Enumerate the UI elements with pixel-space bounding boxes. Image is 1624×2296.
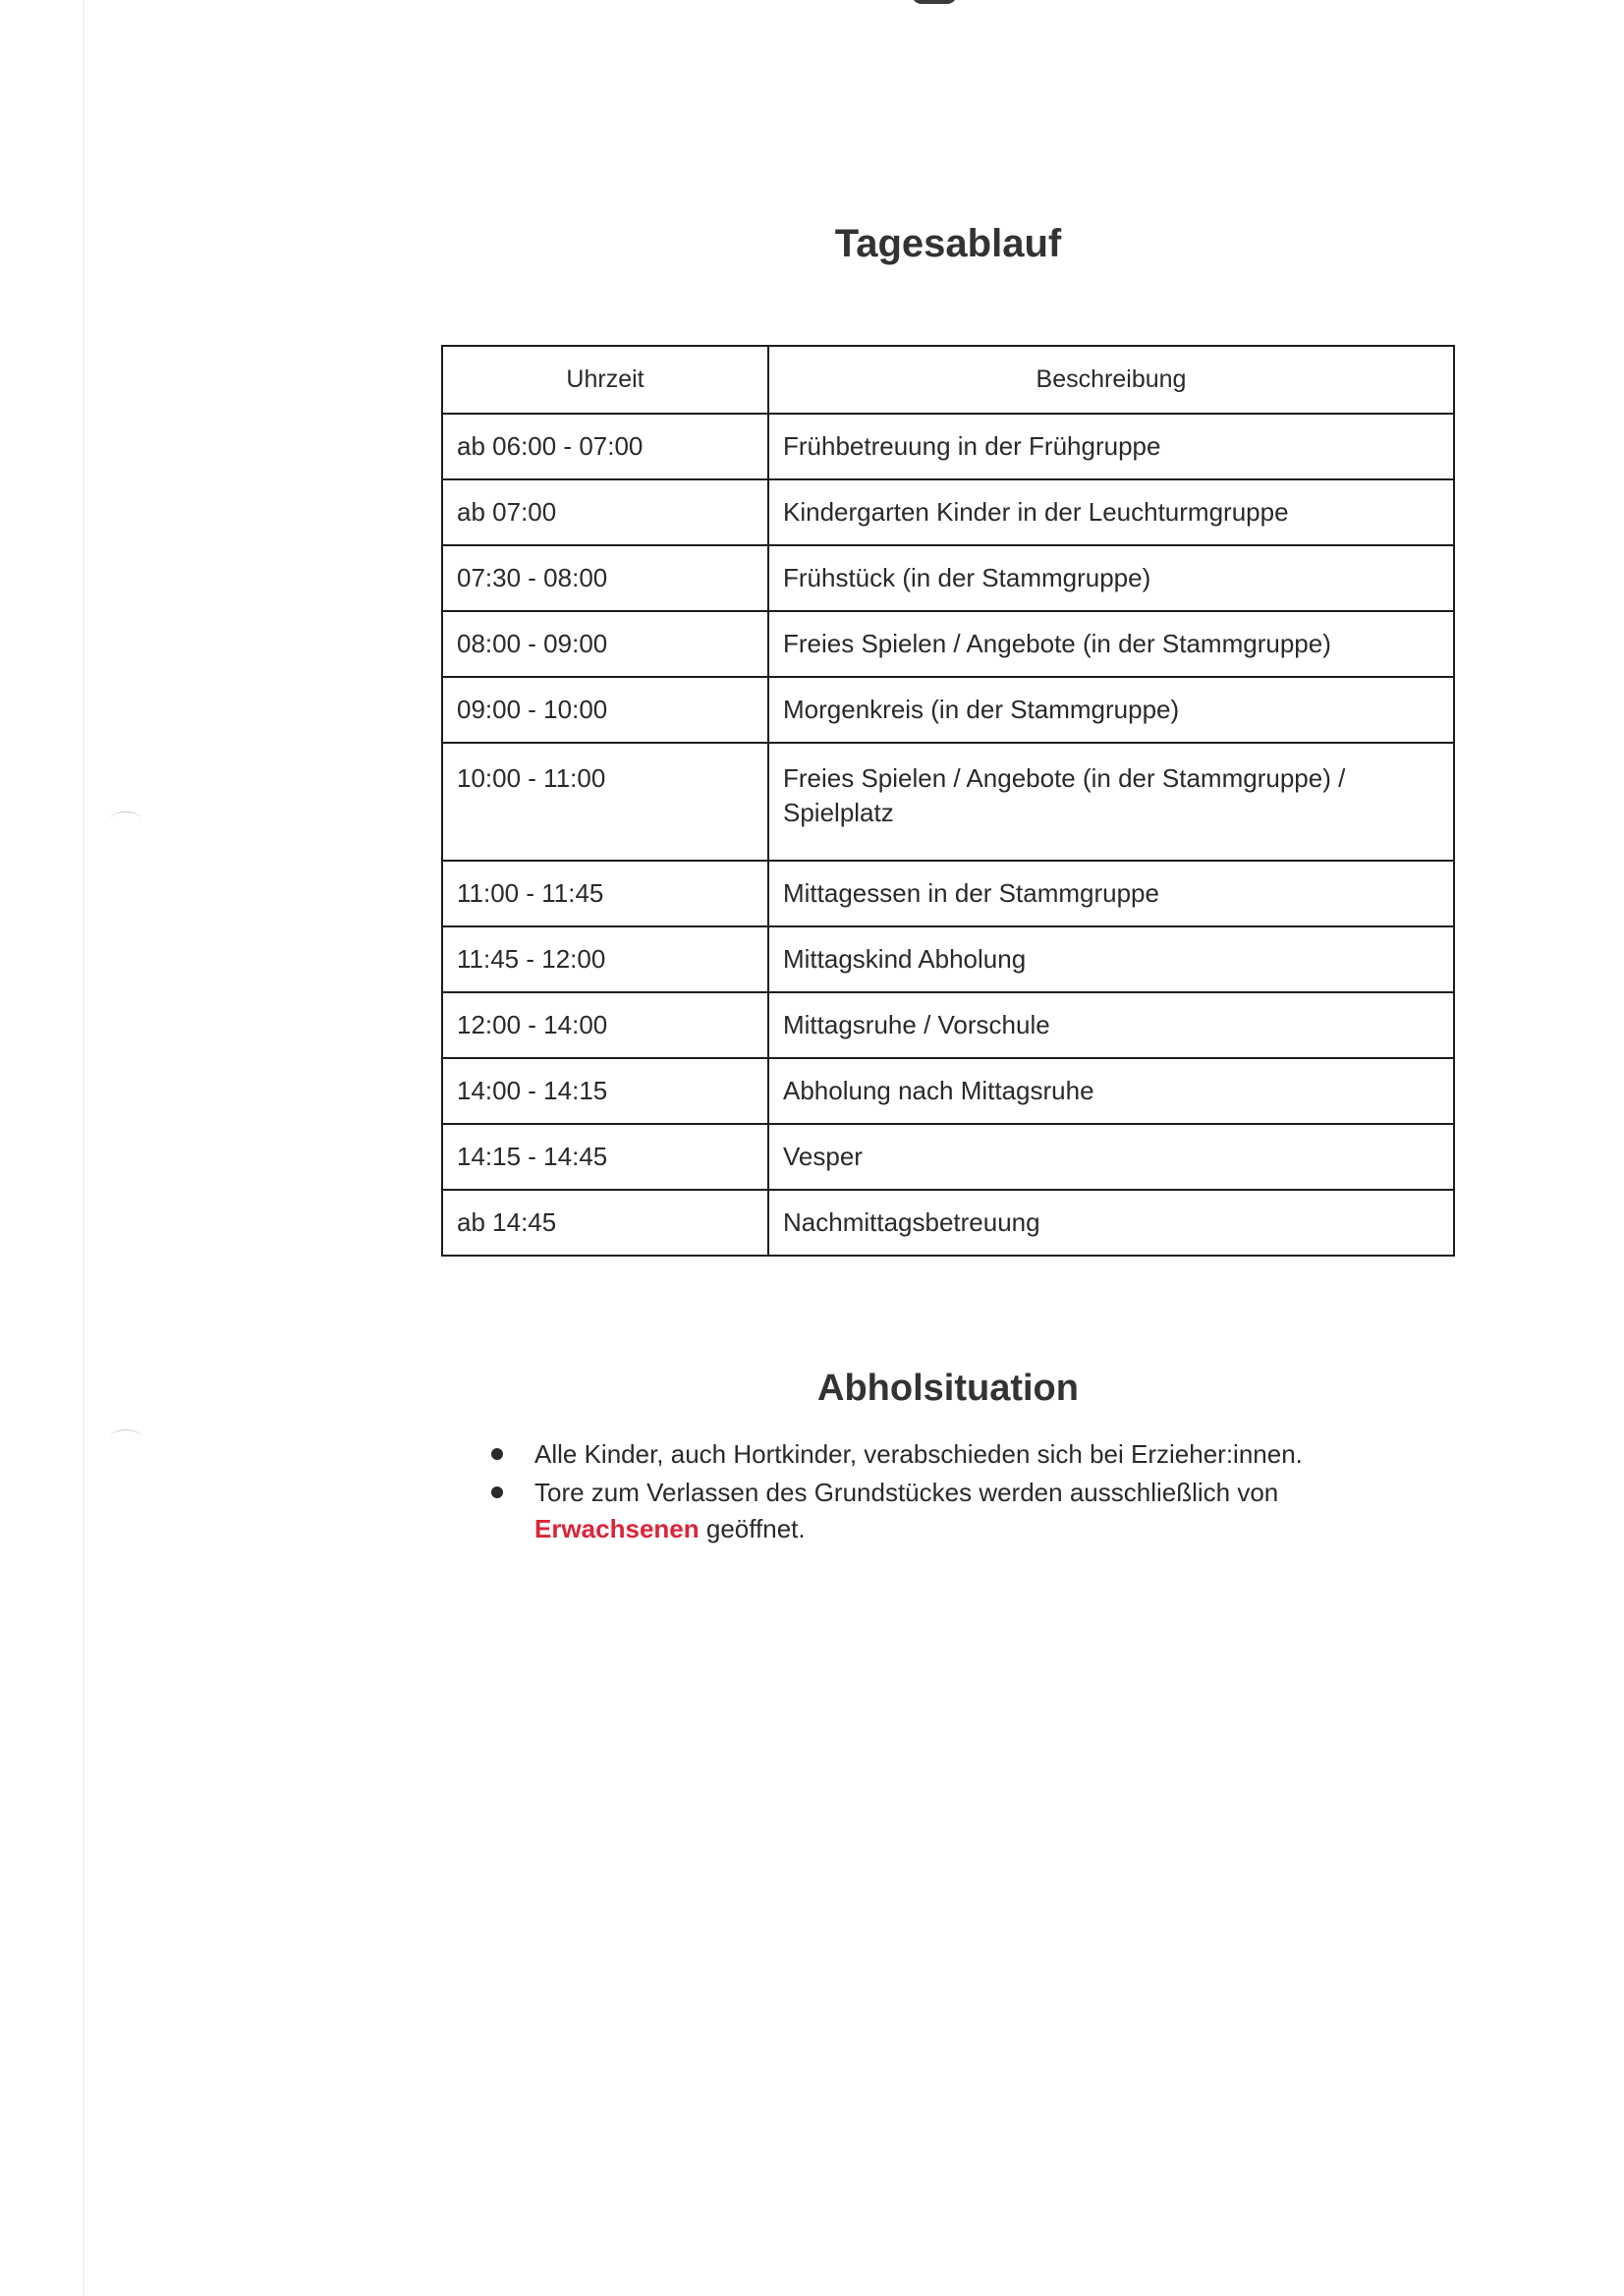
schedule-description: Freies Spielen / Angebote (in der Stammgruppe) / Spielplatz: [768, 743, 1454, 861]
pickup-rules-list: [491, 1436, 1375, 1549]
schedule-description: Mittagsruhe / Vorschule: [768, 992, 1454, 1058]
schedule-time: 14:00 - 14:15: [442, 1058, 768, 1124]
bullet-icon: [491, 1486, 503, 1498]
schedule-time: 11:00 - 11:45: [442, 861, 768, 926]
schedule-time: 07:30 - 08:00: [442, 545, 768, 611]
schedule-row: [442, 1058, 1454, 1124]
rule-text-after: geöffnet.: [705, 1514, 806, 1543]
schedule-time: 08:00 - 09:00: [442, 611, 768, 677]
schedule-row: [442, 926, 1454, 992]
schedule-row: [442, 677, 1454, 743]
header-description: Beschreibung: [768, 346, 1454, 414]
schedule-row: [442, 861, 1454, 926]
schedule-row: [442, 992, 1454, 1058]
schedule-description: Morgenkreis (in der Stammgruppe): [768, 677, 1454, 743]
punch-hole-mark: [110, 1429, 141, 1444]
schedule-row: [442, 545, 1454, 611]
rule-highlight: Erwachsenen: [534, 1514, 700, 1543]
schedule-description: Abholung nach Mittagsruhe: [768, 1058, 1454, 1124]
rule-text: Alle Kinder, auch Hortkinder, verabschieden sich bei Erzieher:innen.: [534, 1439, 1303, 1469]
section-title-pickup: Abholsituation: [817, 1368, 1079, 1409]
schedule-time: 09:00 - 10:00: [442, 677, 768, 743]
schedule-time: ab 14:45: [442, 1190, 768, 1256]
scan-edge-shadow: [83, 0, 84, 2296]
punch-hole-mark: [110, 812, 141, 826]
schedule-row: [442, 1190, 1454, 1256]
schedule-row: [442, 611, 1454, 677]
schedule-time: 12:00 - 14:00: [442, 992, 768, 1058]
schedule-time: ab 06:00 - 07:00: [442, 414, 768, 479]
schedule-description: Kindergarten Kinder in der Leuchturmgruppe: [768, 479, 1454, 545]
rule-text-before: Tore zum Verlassen des Grundstückes werden ausschließlich von: [534, 1478, 1279, 1507]
schedule-time: 10:00 - 11:00: [442, 743, 768, 861]
schedule-description: Frühbetreuung in der Frühgruppe: [768, 414, 1454, 479]
schedule-description: Vesper: [768, 1124, 1454, 1190]
schedule-row: [442, 479, 1454, 545]
schedule-row: [442, 1124, 1454, 1190]
list-item: [491, 1475, 1375, 1547]
schedule-table: [441, 345, 1455, 1257]
schedule-header-row: [442, 346, 1454, 414]
schedule-time: 11:45 - 12:00: [442, 926, 768, 992]
schedule-row: [442, 743, 1454, 861]
list-item: [491, 1436, 1375, 1473]
schedule-row: [442, 414, 1454, 479]
header-time: Uhrzeit: [442, 346, 768, 414]
schedule-description: Frühstück (in der Stammgruppe): [768, 545, 1454, 611]
schedule-description: Freies Spielen / Angebote (in der Stammgruppe): [768, 611, 1454, 677]
schedule-time: ab 07:00: [442, 479, 768, 545]
schedule-description: Mittagskind Abholung: [768, 926, 1454, 992]
bullet-icon: [491, 1448, 503, 1460]
scan-top-mark: [912, 0, 957, 4]
schedule-time: 14:15 - 14:45: [442, 1124, 768, 1190]
schedule-description: Nachmittagsbetreuung: [768, 1190, 1454, 1256]
schedule-description: Mittagessen in der Stammgruppe: [768, 861, 1454, 926]
page-title: Tagesablauf: [834, 222, 1062, 265]
